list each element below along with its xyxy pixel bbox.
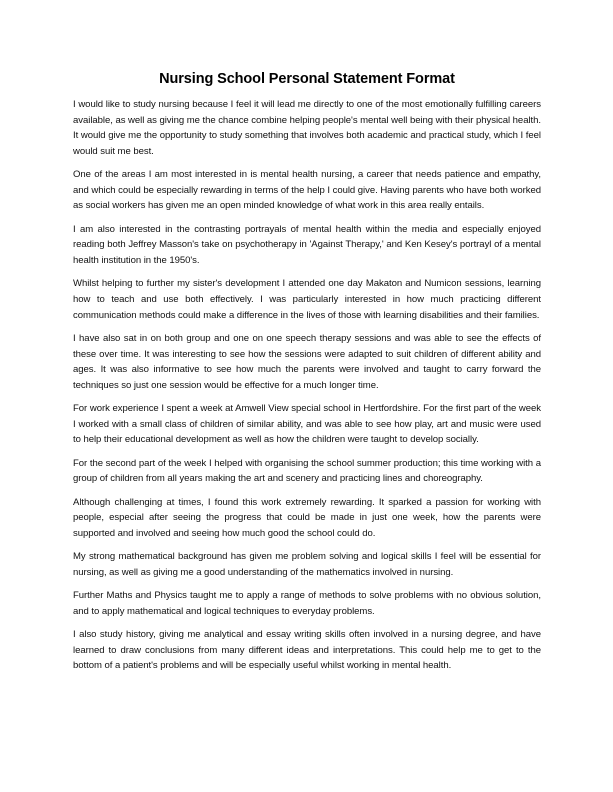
paragraph-2: One of the areas I am most interested in is mental health nursing, a career that needs patience and empathy, and which could be especially rewarding in terms of the help I could give. Having parents who have both worked as social workers has given me an open minded knowledge of what work in this area really entails. xyxy=(73,169,541,212)
paragraph-5: I have also sat in on both group and one on one speech therapy sessions and was able to see the effects of these over time. It was interesting to see how the sessions were adapted to suit children of different ability and ages. It was also informative to see how much the parents were involved and taught to carry forward the techniques so just one session would be effective for a much longer time. xyxy=(73,332,541,391)
paragraph-9: My strong mathematical background has given me problem solving and logical skills I feel will be essential for nursing, as well as giving me a good understanding of the mathematics involved in nursing. xyxy=(73,551,541,578)
paragraph-4: Whilst helping to further my sister's development I attended one day Makaton and Numicon sessions, learning how to teach and use both effectively. I was particularly interested in how much practicing different communication methods could make a difference in the lives of those with learning disabilities and their families. xyxy=(73,278,541,321)
paragraph-8: Although challenging at times, I found this work extremely rewarding. It sparked a passion for working with people, especial after seeing the progress that could be made in just one week, how the parents were supported and involved and seeing how much good the school could do. xyxy=(73,496,541,539)
document-body xyxy=(73,97,541,674)
paragraph-1: I would like to study nursing because I feel it will lead me directly to one of the most emotionally fulfilling careers available, as well as giving me the chance combine helping people's mental well being with their physical health. It would give me the opportunity to study something that involves both academic and practical study, which I feel would suit me best. xyxy=(73,99,541,157)
paragraph-10: Further Maths and Physics taught me to apply a range of methods to solve problems with no obvious solution, and to apply mathematical and logical techniques to everyday problems. xyxy=(73,590,541,617)
paragraph-7: For the second part of the week I helped with organising the school summer production; this time working with a group of children from all years making the art and scenery and practicing lines and choreography. xyxy=(73,457,541,485)
paragraph-3: I am also interested in the contrasting portrayals of mental health within the media and especially enjoyed reading both Jeffrey Masson's take on psychotherapy in 'Against Therapy,' and Ken Kesey's portrayl of a mental health institution in the 1950's. xyxy=(73,223,541,266)
paragraph-11: I also study history, giving me analytical and essay writing skills often involved in a nursing degree, and have learned to draw conclusions from many different ideas and interpretations. This could help me to get to the bottom of a patient's problems and will be especially useful whilst working in mental health. xyxy=(73,629,541,672)
document-title: Nursing School Personal Statement Format xyxy=(159,71,455,87)
paragraph-6: For work experience I spent a week at Amwell View special school in Hertfordshire. For the first part of the week I worked with a small class of children of similar ability, and was able to see how play, art and music were used to help their educational development as well as how the children were taught to develop socially. xyxy=(73,403,541,446)
